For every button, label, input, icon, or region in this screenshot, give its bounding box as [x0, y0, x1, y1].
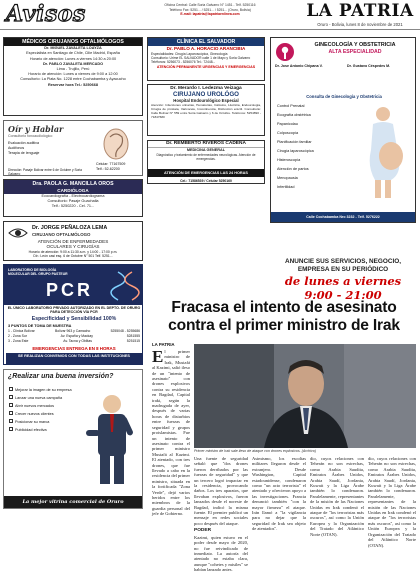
sample-points-list: [8, 329, 140, 344]
ad-emergency: ATENCIÓN DE EMERGENCIAS LAS 24 HORAS: [148, 169, 264, 177]
pcr-tagline: EL ÚNICO LABORATORIO PRIVADO AUTORIZADO EN EL DEPTO. DE ORURO PARA DETECCIÓN VÍA PCR: [7, 306, 141, 315]
article-text: Asimismo, los escoltas militares llegaron desde el extranjero. Desde Washington, Capital estadounidense, condenaron como "un acto terrorista" el atentado y ofrecieron apoyo a las investigaciones. Francia denunció también "con la mayor firmeza" el ataque. Irán llamó a "la vigilancia para no dejar que la seguridad de Irak sea objeto de atentados".: [252, 456, 306, 532]
ad-footer: La mejor vitrina comercial de Oruro: [4, 496, 142, 508]
ad-oir-hablar: [3, 120, 143, 176]
gynecology-logo-icon: [275, 42, 295, 62]
ad-line: OCULARES Y CIRUGÍAS: [46, 244, 100, 249]
pcr-emergency: EMERGENCIAS ENTREGA EN 8 HORAS: [32, 346, 116, 351]
checkbox-icon: [9, 403, 13, 407]
advertise-promo[interactable]: [270, 258, 416, 302]
consulta-title: Consulta de Ginecología y Obstetricia: [306, 94, 382, 99]
point-phone: 5251515: [126, 339, 140, 343]
point-phone: 5281555: [126, 334, 140, 338]
ad-body: Diagnóstico y tratamiento de enfermedades neurológicas. Atención de emergencias.: [156, 153, 256, 162]
ad-line: Consultorio: Urime EL SALVADOR calle 1 de Mayo y Soria Galvarro: [151, 56, 251, 61]
article-text: Una fuente de seguridad señaló que "dos drones fueron derribados por las fuerzas de seguridad" y que un tercero logró impactar en la residencia, provocando daños. Los tres aparatos, que llevaban explosivos, fueron lanzados desde el noreste de Bagdad, indicó la misma fuente. El premier publicó un mensaje en redes sociales poco después del ataque.: [194, 456, 248, 526]
services-list: [277, 102, 347, 192]
doctor-name: Dr. Merardo I. Ledezma Veizaga: [170, 86, 242, 91]
clinic-address: Dir.: León casi esq. 6 de Octubre N° 501 Telf. 5251...: [33, 254, 113, 258]
ad-line: Especialidades: Cirugía Laparoscópica, Ginecología: [151, 51, 228, 56]
checkbox-icon: [9, 419, 13, 423]
doctor-specialty: CIRUJANO OFTALMÓLOGO: [32, 232, 91, 237]
ad-emergency: ATENCIÓN PERMANENTE URGENCIAS Y EMERGENCIAS: [156, 64, 256, 69]
option-item: [9, 410, 79, 418]
option-label: Posicionar su marca: [15, 420, 50, 424]
article-photo: [194, 344, 416, 448]
option-label: Publicidad efectiva: [15, 428, 47, 432]
newspaper-name: LA PATRIA: [306, 1, 414, 21]
point-address: Av. Tacna y Oblitas: [63, 339, 92, 343]
promo-line: EMPRESA EN SU PERIÓDICO: [297, 265, 389, 273]
ad-pcr-laboratory: [3, 264, 143, 365]
article-subhead: PODER: [194, 528, 212, 534]
dna-icon: [112, 270, 138, 302]
service-item: Papanicolau: [277, 122, 298, 126]
ad-ledezma-urologo: [147, 84, 265, 136]
doctor-name: Dr. Jose Antonio Chipana V.: [275, 64, 323, 68]
pcr-logo: PCR: [46, 280, 94, 300]
ad-subtitle: Consultorio fonoaudiológico: [8, 134, 53, 138]
pregnant-woman-illustration: [355, 104, 411, 200]
eye-icon: [8, 227, 28, 239]
point-name: 3 - Zona Este: [8, 339, 29, 343]
ad-line: Telf.: 5250220 - Cel. 71...: [51, 204, 95, 209]
ad-header: Dra. PAOLA G. MANCILLA OROS: [4, 180, 142, 188]
doctor-credentials: [275, 70, 413, 92]
doctor-specialty: MEDICINA GENERAL: [186, 148, 226, 152]
ad-line: Consultorio: Pasaje Guachalla: [47, 199, 99, 203]
checkbox-icon: [9, 427, 13, 431]
doctor-name: Dr. JORGE PEÑALOZA LEMA: [32, 225, 108, 231]
option-item: [9, 402, 79, 410]
ad-line: Teléfonos: 5256073 - 5256076 Tel.: 72448...: [151, 60, 216, 65]
service-item: Audífonos: [8, 145, 25, 150]
pcr-values: Especificidad y Sensibilidad 100%: [31, 316, 117, 322]
checkbox-icon: [9, 395, 13, 399]
doctor-specialty: Especialista en Santiago de Chile, Cilie Madrid, España: [26, 51, 120, 56]
service-item: Cirugía laparoscópica: [277, 149, 314, 153]
service-item: Control Prenatal: [277, 104, 305, 108]
ad-title: ¿Realizar una buena inversión?: [8, 373, 114, 380]
promo-line: ANUNCIE SUS SERVICIOS, NEGOCIO,: [285, 258, 401, 265]
service-item: Colposcopía: [277, 131, 299, 135]
point-address: Av. España y Mackay: [60, 334, 93, 338]
checkbox-icon: [9, 387, 13, 391]
doctor-hours: Horario de atención: Lunes a viernes 14:30 a 20:00: [29, 56, 117, 61]
option-item: [9, 386, 79, 394]
ad-medicos-cirujanos: [3, 37, 143, 116]
article-text: Kazimi, quien estuvo en el poder desde mayo de 2020, no fue reivindicado de inmediato. La autoría del atentado no estaba clara, aunque "cohetes y misiles" se habían lanzado antes.: [194, 534, 248, 573]
masthead-email[interactable]: E-mail: lapatria@lapatriaenlinea.com: [180, 12, 240, 17]
service-item: Atención de partos: [277, 167, 309, 171]
service-item: Histeroscopía: [277, 158, 301, 162]
option-label: Abrir nuevos mercados: [15, 404, 55, 408]
article-headline[interactable]: Fracasa el intento de asesinato contra el primer ministro de Irak: [168, 299, 400, 334]
ad-buena-inversion: [3, 369, 143, 509]
clinic-phone: Reservar hora Tel.: 5250668: [48, 82, 98, 87]
option-label: Lanzar una nueva campaña: [15, 396, 63, 400]
ear-icon: [96, 127, 136, 161]
section-title: Avisos: [6, 1, 86, 27]
article-text: dio, cuyos relaciones con Teherán no son estrechas, como Arabia Saudita, Emiratos Árabes Unidos, Arabia Saudí, Jordania, Kuwait y la Liga Árabe también lo condenaron. Paralelamente, representantes de la misión de las Naciones Unidas en Irak condenó el ataque de "los terroristas más oscuros", así como la Unión Europea y la Organización del Tratado del Atlántico Norte (OTAN).: [368, 456, 416, 548]
option-item: [9, 418, 79, 426]
businessman-illustration: [86, 392, 138, 490]
doctor-name: Dr. Gustavo Céspedes M.: [347, 64, 391, 68]
point-name: 2 - Zona Sur: [8, 334, 27, 338]
ad-specialty: CARDIÓLOGA: [4, 188, 142, 194]
pcr-cta: SE REALIZAN CONVENIOS CON TODAS LAS INSTITUCIONES: [6, 353, 142, 364]
option-item: [9, 426, 79, 434]
sample-point: [8, 339, 140, 344]
ad-penaloza: [3, 221, 143, 261]
prime-minister-photo: [194, 344, 416, 448]
point-name: 1 - Clínica Bolívar: [8, 329, 35, 333]
phone: Telf.: 52-62200: [96, 167, 120, 171]
ad-ginecologia: [270, 37, 416, 223]
doctor-specialty: CIRUJANO UROLÓGO: [172, 91, 239, 98]
ad-phone: Cel.: 71586539 / Celular 5250160: [180, 179, 232, 183]
article-text: dio, cuyos relaciones con Teherán no son estrechas, como Arabia Saudita, Emiratos Árabes Unidos, Arabia Saudí, Jordania, Kuwait y la Liga Árabe también lo condenaron. Paralelamente, representantes de la misión de las Naciones Unidas en Irak condenó el ataque de "los terroristas más oscuros", así como la Unión Europea y la Organización del Tratado del Atlántico Norte (OTAN).: [310, 456, 364, 537]
masthead-info: [122, 3, 298, 17]
doctor-name: Dr. REMBERTO RIVEROS CADENA: [148, 141, 264, 148]
service-item: Infertilidad: [277, 185, 295, 189]
ad-header: MÉDICOS CIRUJANOS OFTALMÓLOGOS: [4, 38, 142, 46]
services-list: [8, 141, 39, 155]
article-text: l primer ministro de Irak, Mustafá al Kazimi, salió ileso de un "intento de asesinato" con drones explosivos contra su residencia en Bagdad, Capital iraki, según la madrugada de ayer, después de varias horas de disturbios entre fuerzas de seguridad y grupos proislamistas. Fue un intento de asesinato contra el primer ministro Mustafá al Kazimi. El atentado, con tres drones, que fue llevado a cabo en la residencia del primer ministro, situada en la fortificada "Zona Verde", dejó varios heridos entre los miembros de la guardia personal del jefe de Gobierno.: [152, 349, 190, 517]
point-address: Bolívar 963 y Camacho: [55, 329, 91, 333]
doctor-hours: Horario de atención: 9:00 a 11:30 a.m. y 14:00 - 17:00 p.m.: [28, 250, 118, 254]
ad-body: Atención: Infecciones urinarias, Hematurias, Cálculos, Litotricia, Endourología, Cirugía de próstata, Varicocele, Incontinencia, Disfunción eréctil. Consultorio: Calle Bolívar N° 559 entre Soria Galvarro y 6 de Octubre. Teléfonos: 5254890 - 71847680: [151, 103, 261, 120]
service-item: Terapia de lenguaje: [8, 150, 40, 155]
ad-header: CLÍNICA EL SALVADOR: [148, 38, 264, 46]
doctor-hours: Horario de atención: Lunes a viernes de 9:00 a 12:00: [28, 72, 118, 77]
article-column-5: [368, 456, 416, 548]
ad-line: Ecocardiografía - Electrocardiograma: [41, 193, 105, 198]
ad-header: LABORATORIO DE BIOLOGÍA MOLECULAR DEL GRUPO PASTEUR: [8, 268, 68, 277]
article-column-2: [194, 456, 248, 573]
article-source: LA PATRIA: [152, 342, 175, 347]
points-title: 3 PUNTOS DE TOMA DE MUESTRA: [8, 324, 72, 328]
newspaper-brand: [304, 1, 416, 27]
ad-header: GINECOLOGÍA Y OBSTETRICIA: [314, 42, 396, 48]
point-phone: 5255048 - 5255686: [110, 329, 140, 333]
article-column-3: [252, 456, 306, 532]
doctor-name: Dr. MIGUEL ZAVALETA LOAYZA: [44, 46, 102, 51]
doctor-specialty: Lima - Trujillo, Perú: [56, 67, 90, 72]
option-item: [9, 394, 79, 402]
option-label: Crecer nuevos clientes: [15, 412, 54, 416]
option-label: Mejorar la imagen de su empresa: [15, 388, 72, 392]
photo-caption: Primer ministro de Irak sale ileso de ataque con drones explosivos. (Archivo): [194, 449, 317, 453]
publication-date: Oruro - Bolivia, lunes 8 de noviembre de 2021: [317, 22, 403, 27]
masthead-info-line: Oficina Central: Calle Soria Galvarro N° 1451 - Telf. 5250116: [164, 3, 256, 7]
ad-line: ATENCIÓN DE ENFERMEDADES: [37, 239, 109, 244]
ad-subheader: ALTA ESPECIALIDAD: [328, 49, 382, 55]
service-item: Ecografía obstétrica: [277, 113, 311, 117]
ad-footer: Calle Cochabamba Nro 3232 - Telf. 5276222: [271, 212, 415, 222]
doctor-name: Dr. PABLO ZAVALETA MERCADO: [42, 61, 104, 66]
article-column-4: [310, 456, 364, 537]
ad-clinica-salvador: [147, 37, 265, 81]
ad-riveros: [147, 140, 265, 184]
service-item: Planificación familiar: [277, 140, 312, 144]
service-item: Menopausia: [277, 176, 298, 180]
masthead: [0, 0, 420, 30]
promo-hours: de lunes a viernes 9:00 - 21:00: [284, 274, 402, 303]
cellphone: Celular: 77167509: [96, 162, 126, 166]
masthead-info-line: Teléfono Fax: 5251... / 5251... / 5251... (Oruro, Bolivia): [169, 7, 251, 12]
hospital-name: Hospital Endourológico Especial: [173, 98, 239, 103]
dropcap: E: [152, 347, 164, 366]
ad-subheader: Dr. PABLO A. HORACIO ARANCIBIA: [166, 46, 246, 52]
clinic-address: Dirección: Pasaje Bolívar entre 6 de Octubre y Soria Galvarro: [8, 168, 82, 176]
article-column-1: [152, 347, 190, 517]
service-item: Evaluación auditiva: [8, 141, 39, 145]
options-list: [9, 386, 79, 434]
checkbox-icon: [9, 411, 13, 415]
ad-title: Oír y Hablar: [8, 124, 64, 134]
clinic-address: Consultorio: La Plata No. 1228 entre Cochabamba y Ayacucho: [20, 77, 126, 82]
ad-mancilla: [3, 179, 143, 217]
